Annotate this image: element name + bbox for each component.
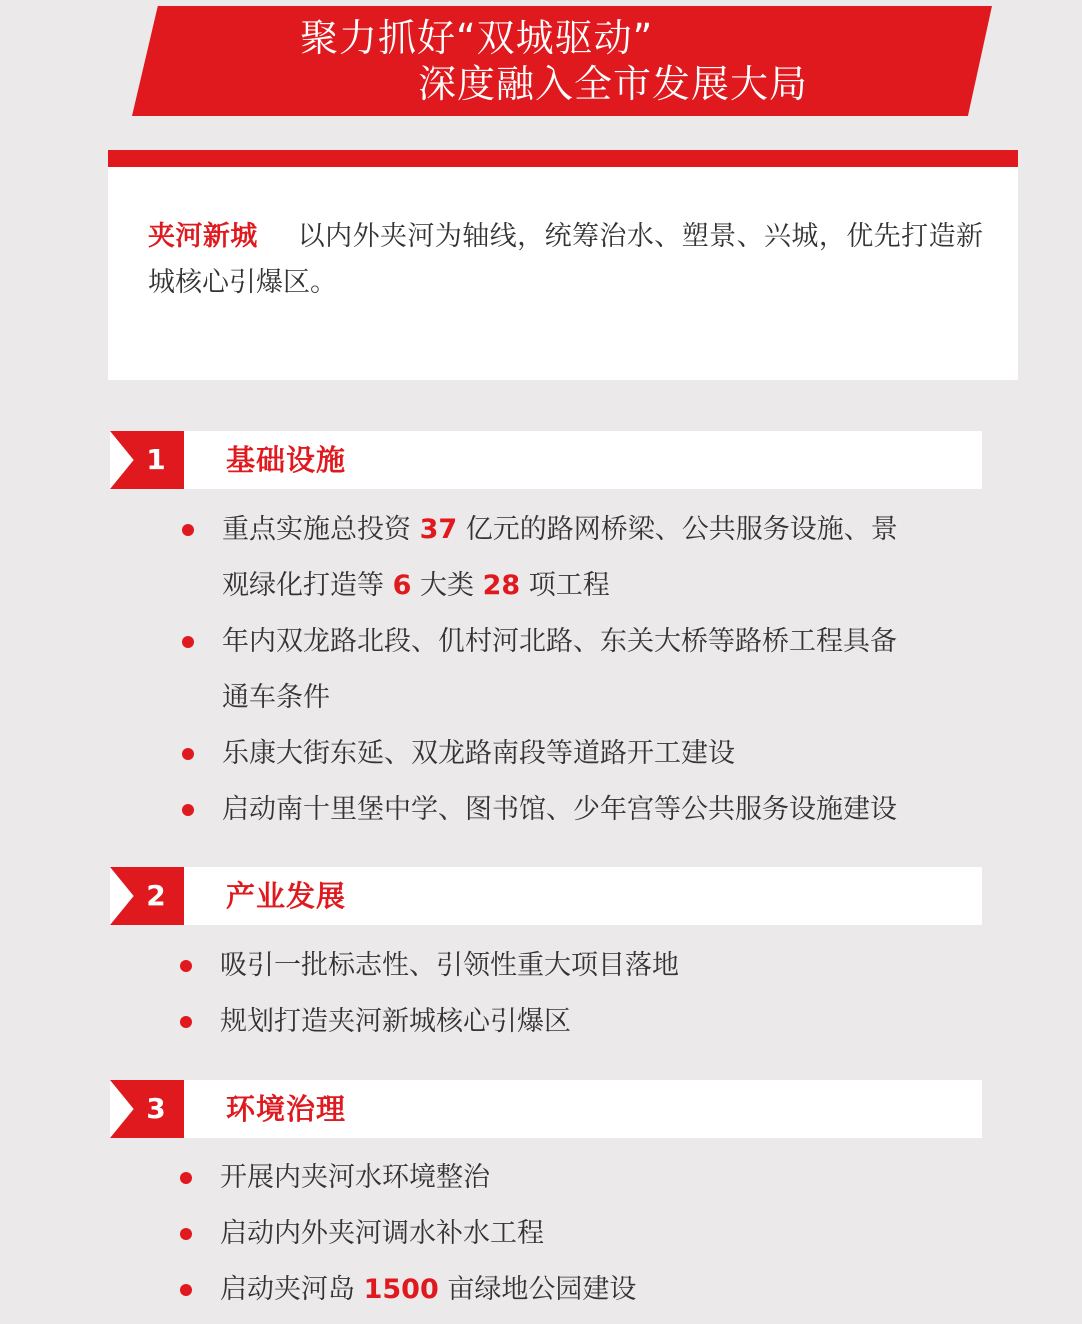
list-item	[180, 1150, 940, 1206]
item-text: 规划打造夹河新城核心引爆区	[220, 1006, 571, 1037]
item-text: 重点实施总投资	[222, 514, 411, 545]
bullet-dot-icon	[180, 960, 192, 972]
section-title: 环境治理	[226, 1092, 347, 1126]
bullet-dot-icon	[180, 1172, 192, 1184]
banner-title-line-2: 深度融入全市发展大局	[418, 62, 809, 106]
item-text: 乐康大街东延、双龙路南段等道路开工建设	[222, 738, 735, 769]
banner-title-line-1: 聚力抓好“双城驱动”	[300, 16, 654, 60]
intro-keyword: 夹河新城	[148, 221, 258, 252]
item-text: 大类	[419, 570, 474, 601]
list-item	[182, 614, 922, 726]
item-text: 启动内外夹河调水补水工程	[220, 1218, 544, 1249]
highlight-number: 37	[419, 514, 458, 545]
intro-description: 以内外夹河为轴线，统筹治水、塑景、兴城，优先打造新城核心引爆区。	[148, 221, 984, 298]
bullet-dot-icon	[180, 1284, 192, 1296]
section-list-environment	[180, 1150, 940, 1318]
list-item	[180, 938, 940, 994]
list-item	[182, 782, 922, 838]
list-item	[180, 994, 940, 1050]
intro-paragraph	[148, 214, 983, 306]
section-title: 产业发展	[226, 879, 347, 913]
section-number: 2	[146, 879, 166, 912]
bullet-dot-icon	[180, 1228, 192, 1240]
section-number: 1	[146, 443, 166, 476]
list-item	[180, 1262, 940, 1318]
section-list-infrastructure	[182, 502, 922, 838]
bullet-dot-icon	[182, 748, 194, 760]
section-number: 3	[146, 1092, 166, 1125]
item-text: 项工程	[528, 570, 610, 601]
item-text: 启动南十里堡中学、图书馆、少年宫等公共服务设施建设	[222, 794, 897, 825]
highlight-number: 28	[482, 570, 521, 601]
bullet-dot-icon	[182, 524, 194, 536]
highlight-number: 1500	[363, 1274, 439, 1305]
item-text: 开展内夹河水环境整治	[220, 1162, 490, 1193]
section-header-infrastructure	[110, 431, 982, 489]
bullet-dot-icon	[182, 636, 194, 648]
list-item	[182, 726, 922, 782]
section-header-environment	[110, 1080, 982, 1138]
bullet-dot-icon	[180, 1016, 192, 1028]
item-text: 吸引一批标志性、引领性重大项目落地	[220, 950, 679, 981]
item-text: 启动夹河岛	[220, 1274, 355, 1305]
intro-card-top-bar	[108, 150, 1018, 167]
highlight-number: 6	[392, 570, 412, 601]
item-text: 亩绿地公园建设	[447, 1274, 637, 1305]
intro-card	[108, 150, 1018, 380]
item-text: 亿元的路网桥梁、公共服务设施、景观绿化打造等	[222, 514, 898, 601]
list-item	[182, 502, 922, 614]
section-list-industry	[180, 938, 940, 1050]
bullet-dot-icon	[182, 804, 194, 816]
section-title: 基础设施	[226, 443, 347, 477]
list-item	[180, 1206, 940, 1262]
item-text: 年内双龙路北段、仉村河北路、东关大桥等路桥工程具备通车条件	[222, 626, 897, 713]
section-header-industry	[110, 867, 982, 925]
